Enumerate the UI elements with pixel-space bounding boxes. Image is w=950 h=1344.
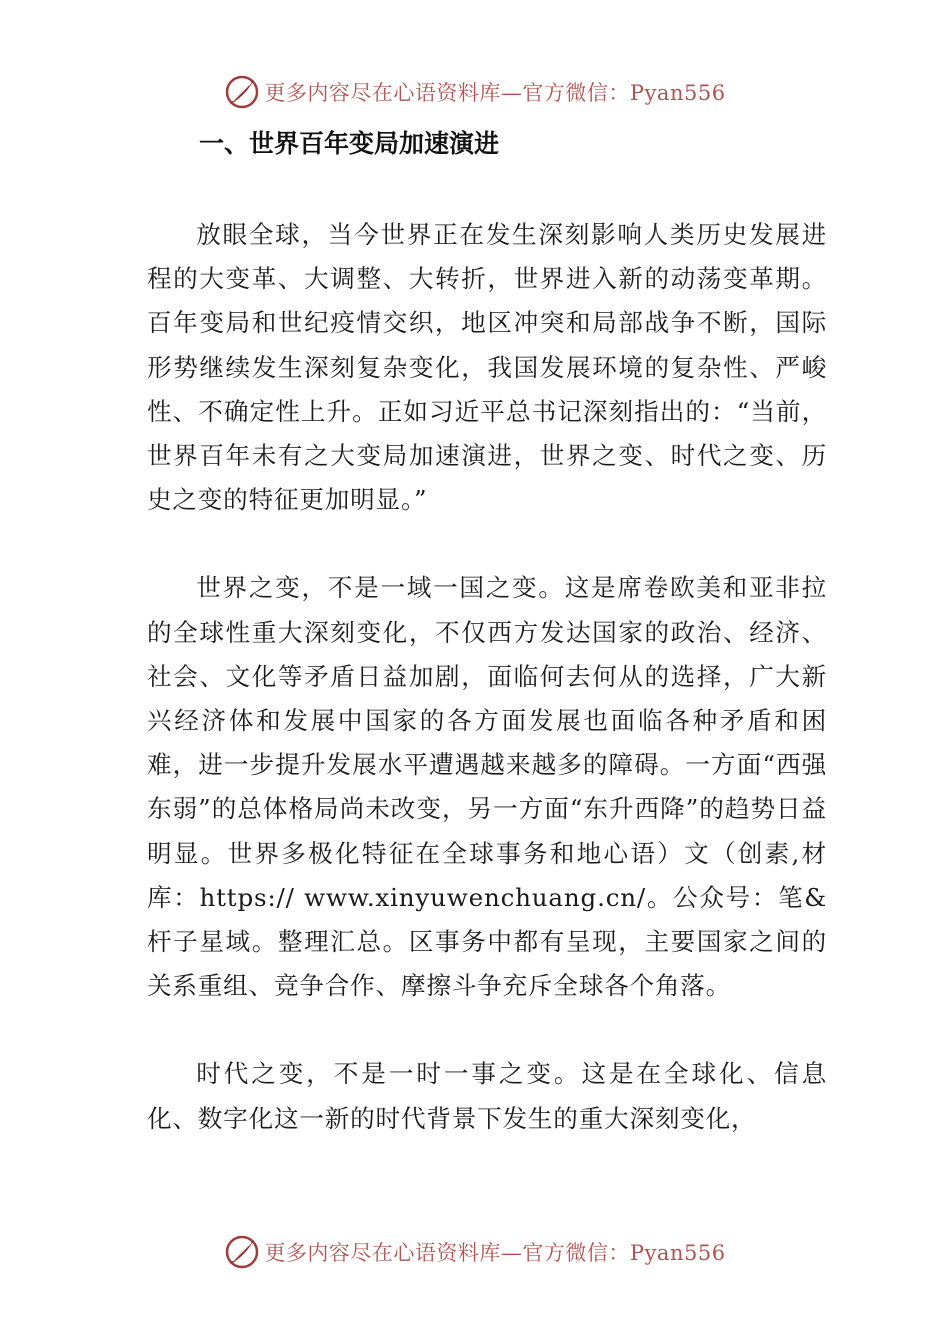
banner-text: 更多内容尽在心语资料库—官方微信：Pyan556 bbox=[264, 1241, 726, 1265]
quill-logo-icon bbox=[224, 74, 260, 110]
footer-watermark-banner bbox=[0, 1230, 950, 1274]
quill-logo-icon bbox=[224, 1234, 260, 1270]
header-watermark-banner bbox=[0, 70, 950, 114]
paragraph-2: 世界之变，不是一域一国之变。这是席卷欧美和亚非拉的全球性重大深刻变化，不仅西方发达国家的政治、经济、社会、文化等矛盾日益加剧，面临何去何从的选择，广大新兴经济体和发展中国家的各方面发展也面临各种矛盾和困难，进一步提升发展水平遭遇越来越多的障碍。一方面“西强东弱”的总体格局尚未改变，另一方面“东升西降”的趋势日益明显。世界多极化特征在全球事务和地心语）文（创素,材库：https:// www.xinyuwenchuang.cn/。公众号：笔&杆子星域。整理汇总。区事务中都有呈现，主要国家之间的关系重组、竞争合作、摩擦斗争充斥全球各个角落。 bbox=[147, 573, 827, 1001]
body-text bbox=[147, 213, 827, 1185]
banner-text: 更多内容尽在心语资料库—官方微信：Pyan556 bbox=[264, 81, 726, 105]
section-heading: 一、世界百年变局加速演进 bbox=[199, 129, 500, 158]
paragraph-3: 时代之变，不是一时一事之变。这是在全球化、信息化、数字化这一新的时代背景下发生的重大深刻变化， bbox=[147, 1059, 827, 1133]
paragraph-1: 放眼全球，当今世界正在发生深刻影响人类历史发展进程的大变革、大调整、大转折，世界进入新的动荡变革期。百年变局和世纪疫情交织，地区冲突和局部战争不断，国际形势继续发生深刻复杂变化，我国发展环境的复杂性、严峻性、不确定性上升。正如习近平总书记深刻指出的：“当前，世界百年未有之大变局加速演进，世界之变、时代之变、历史之变的特征更加明显。” bbox=[147, 220, 827, 515]
